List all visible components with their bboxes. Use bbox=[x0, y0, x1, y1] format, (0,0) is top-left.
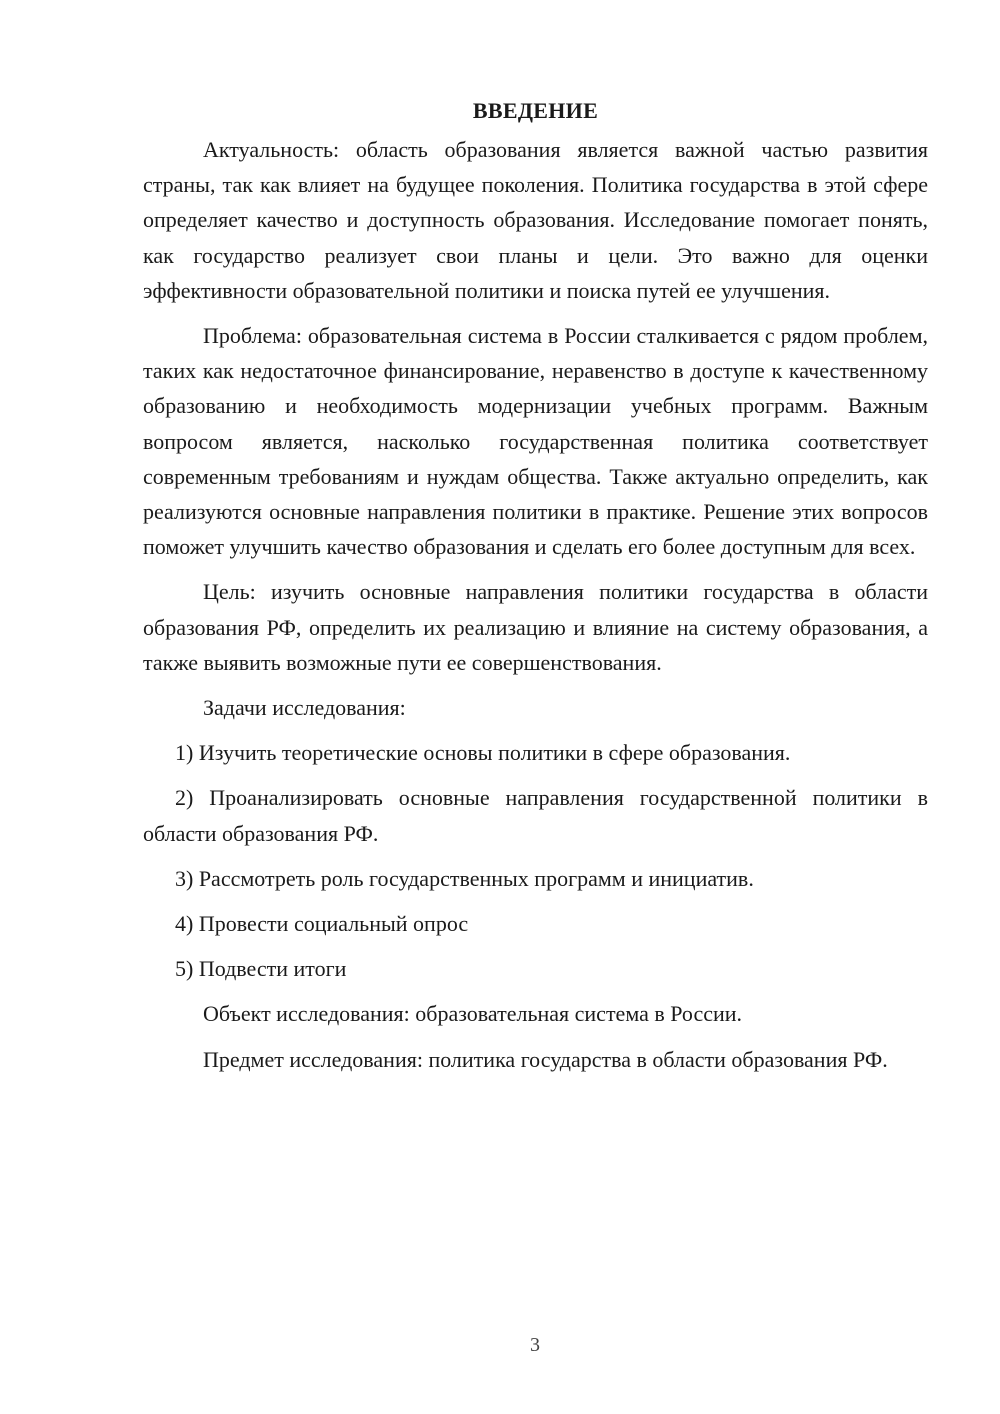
task-item-4: 4) Провести социальный опрос bbox=[175, 911, 469, 937]
task-item-1: 1) Изучить теоретические основы политики в сфере образования. bbox=[175, 740, 791, 766]
paragraph-goal: Цель: изучить основные направления политики государства в области образования РФ, определить их реализацию и влияние на систему образования, а также выявить возможные пути ее совершенствования. bbox=[143, 579, 928, 675]
page-number: 3 bbox=[530, 1334, 540, 1356]
document-page bbox=[143, 96, 928, 1077]
paragraph-subject: Предмет исследования: политика государства в области образования РФ. bbox=[203, 1046, 888, 1072]
task-item-3: 3) Рассмотреть роль государственных программ и инициатив. bbox=[175, 865, 754, 891]
paragraph-object: Объект исследования: образовательная система в России. bbox=[203, 1001, 743, 1027]
section-heading: ВВЕДЕНИЕ bbox=[472, 98, 599, 123]
tasks-heading: Задачи исследования: bbox=[203, 695, 406, 721]
paragraph-actuality: Актуальность: область образования является важной частью развития страны, так как влияет на будущее поколения. Политика государства в этой сфере определяет качество и доступность образования. Исследование помогает понять, как государство реализует свои планы и цели. Это важно для оценки эффективности образовательной политики и поиска путей ее улучшения. bbox=[143, 137, 928, 303]
paragraph-problem: Проблема: образовательная система в России сталкивается с рядом проблем, таких как недостаточное финансирование, неравенство в доступе к качественному образованию и необходимость модернизации учебных программ. Важным вопросом является, насколько государственная политика соответствует современным требованиям и нуждам общества. Также актуально определить, как реализуются основные направления политики в практике. Решение этих вопросов поможет улучшить качество образования и сделать его более доступным для всех. bbox=[143, 323, 928, 560]
task-item-5: 5) Подвести итоги bbox=[175, 956, 347, 982]
task-item-2: 2) Проанализировать основные направления государственной политики в области образования РФ. bbox=[143, 785, 928, 846]
